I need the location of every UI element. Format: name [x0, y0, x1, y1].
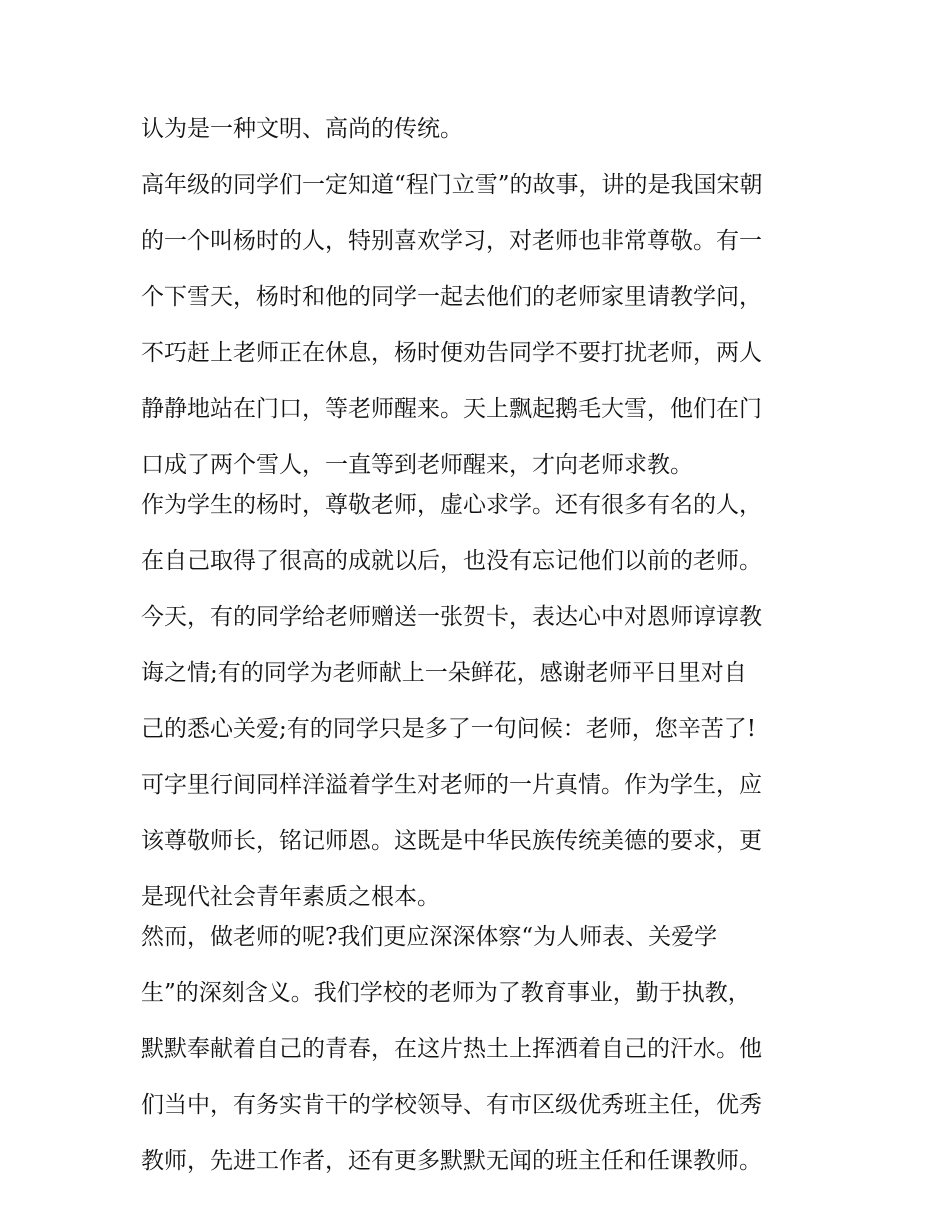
text-line: 今天，有的同学给老师赠送一张贺卡，表达心中对恩师谆谆教: [141, 604, 762, 630]
text-line: 的一个叫杨时的人，特别喜欢学习，对老师也非常尊敬。有一: [141, 228, 762, 254]
text-line: 是现代社会青年素质之根本。: [141, 884, 440, 910]
text-line: 认为是一种文明、高尚的传统。: [141, 116, 463, 142]
text-line: 生”的深刻含义。我们学校的老师为了教育事业，勤于执教，: [141, 980, 751, 1006]
text-line: 教师，先进工作者，还有更多默默无闻的班主任和任课教师。: [141, 1148, 762, 1174]
text-line: 高年级的同学们一定知道“程门立雪”的故事，讲的是我国宋朝: [141, 172, 763, 198]
text-line: 口成了两个雪人，一直等到老师醒来，才向老师求教。: [141, 452, 693, 478]
text-line: 静静地站在门口，等老师醒来。天上飘起鹅毛大雪，他们在门: [141, 396, 762, 422]
text-line: 作为学生的杨时，尊敬老师，虚心求学。还有很多有名的人，: [141, 492, 762, 518]
text-line: 不巧赶上老师正在休息，杨时便劝告同学不要打扰老师，两人: [141, 340, 762, 366]
text-line: 该尊敬师长，铭记师恩。这既是中华民族传统美德的要求，更: [141, 828, 762, 854]
text-line: 己的悉心关爱;有的同学只是多了一句问候：老师，您辛苦了!: [141, 716, 756, 742]
text-line: 们当中，有务实肯干的学校领导、有市区级优秀班主任，优秀: [141, 1092, 762, 1118]
body-text: [141, 110, 831, 1180]
text-line: 默默奉献着自己的青春，在这片热土上挥洒着自己的汗水。他: [141, 1036, 762, 1062]
text-line: 然而，做老师的呢?我们更应深深体察“为人师表、关爱学: [141, 924, 718, 950]
text-line: 诲之情;有的同学为老师献上一朵鲜花，感谢老师平日里对自: [141, 660, 747, 686]
text-line: 可字里行间同样洋溢着学生对老师的一片真情。作为学生，应: [141, 772, 762, 798]
text-line: 个下雪天，杨时和他的同学一起去他们的老师家里请教学问，: [141, 284, 762, 310]
text-line: 在自己取得了很高的成就以后，也没有忘记他们以前的老师。: [141, 548, 762, 574]
